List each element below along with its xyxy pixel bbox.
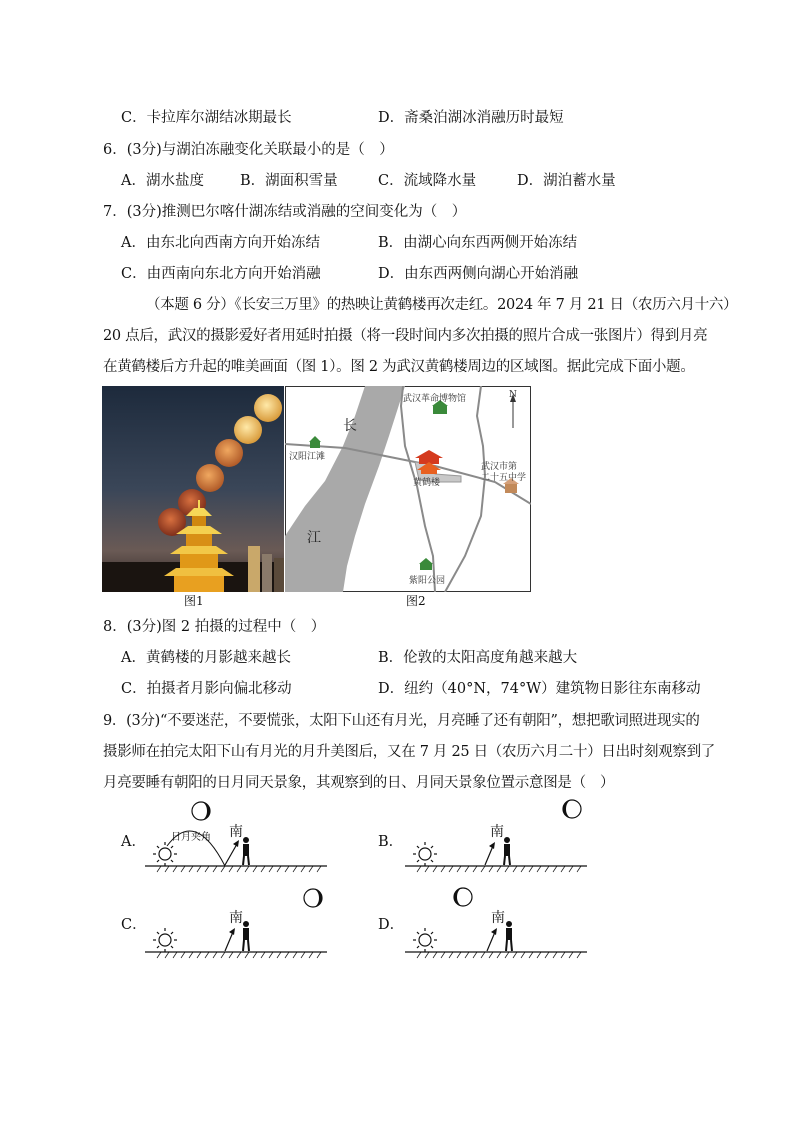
view-arrow-icon (225, 840, 239, 865)
q7-option-d: D．由东西两侧向湖心开始消融 (378, 266, 579, 282)
figure-2-caption: 图2 (406, 594, 426, 608)
sun-icon (413, 928, 437, 952)
figure-1-caption: 图1 (184, 594, 204, 608)
view-arrow-icon (487, 928, 497, 951)
q8-option-d: D．纽约（40°N，74°W）建筑物日影往东南移动 (378, 681, 701, 697)
observer-icon (243, 921, 249, 951)
observer-icon (506, 921, 512, 951)
map-label-school-line1: 武汉市第 (481, 462, 518, 472)
ground-hatch (417, 952, 581, 958)
moon-icon (563, 800, 581, 818)
sun-icon (153, 928, 177, 952)
sun-icon (413, 842, 437, 866)
ground-hatch (157, 866, 321, 872)
q8-option-b: B．伦敦的太阳高度角越来越大 (378, 650, 578, 666)
map-label-school-line2: 二十五中学 (481, 473, 527, 483)
q6-option-d: D．湖泊蓄水量 (517, 173, 616, 189)
q7-option-c: C．由西南向东北方向开始消融 (121, 266, 321, 282)
moon (234, 416, 262, 444)
map-label-chang: 长 (343, 418, 357, 434)
q8-option-a: A．黄鹤楼的月影越来越长 (121, 650, 291, 666)
figure-2-map (285, 386, 531, 592)
q5-option-c: C．卡拉库尔湖结冰期最长 (121, 110, 292, 126)
observer-icon (243, 837, 249, 865)
south-label-b: 南 (490, 824, 504, 840)
moon (215, 439, 243, 467)
moon-icon (454, 888, 472, 906)
q9-option-d: D． (378, 917, 405, 933)
q7-option-a: A．由东北向西南方向开始冻结 (121, 235, 320, 251)
q8-stem: 8．(3分)图 2 拍摄的过程中（ ） (103, 619, 326, 635)
observer-icon (504, 837, 510, 865)
moon-icon (304, 889, 322, 907)
map-label-north: N (509, 390, 517, 400)
q6-option-a: A．湖水盐度 (121, 173, 204, 189)
q7-stem: 7．(3分)推测巴尔喀什湖冻结或消融的空间变化为（ ） (103, 204, 467, 220)
moon (254, 394, 282, 422)
map-label-tower: 黄鹤楼 (413, 478, 441, 488)
south-label-a: 南 (229, 824, 243, 840)
passage-line-3: 在黄鹤楼后方升起的唯美画面（图 1）。图 2 为武汉黄鹤楼周边的区域图。据此完成下面小题。 (103, 359, 695, 375)
q9-option-a: A． (121, 834, 146, 850)
ground-hatch (417, 866, 581, 872)
q9-stem-line-2: 摄影师在拍完太阳下山有月光的月升美图后，又在 7 月 25 日（农历六月二十）日出时刻观察到了 (103, 744, 716, 760)
q9-stem-line-1: 9．(3分)“不要迷茫，不要慌张，太阳下山还有月光，月亮睡了还有朝阳”，想把歌词照进现实的 (103, 713, 700, 729)
south-label-c: 南 (229, 910, 243, 926)
passage-line-2: 20 点后，武汉的摄影爱好者用延时拍摄（将一段时间内多次拍摄的照片合成一张图片）得到月亮 (103, 328, 708, 344)
map-label-museum: 武汉革命博物馆 (403, 394, 467, 404)
angle-label: 日月夹角 (171, 832, 211, 843)
q9-stem-line-3: 月亮要睡有朝阳的日月同天景象，其观察到的日、月同天景象位置示意图是（ ） (103, 775, 615, 791)
map-label-park: 紫阳公园 (409, 576, 446, 586)
map-label-jiang: 江 (307, 530, 321, 546)
q9-option-c: C． (121, 917, 147, 933)
south-label-d: 南 (491, 910, 505, 926)
q8-option-c: C．拍摄者月影向偏北移动 (121, 681, 292, 697)
figure-1-photo (102, 386, 284, 592)
sun-icon (153, 842, 177, 866)
passage-line-1: （本题 6 分）《长安三万里》的热映让黄鹤楼再次走红。2024 年 7 月 21 日（农历六月十六） (146, 297, 738, 313)
q9-option-b: B． (378, 834, 404, 850)
q5-option-d: D．斋桑泊湖冰消融历时最短 (378, 110, 564, 126)
q6-stem: 6．(3分)与湖泊冻融变化关联最小的是（ ） (103, 142, 394, 158)
q6-option-b: B．湖面积雪量 (240, 173, 338, 189)
moon (196, 464, 224, 492)
ground-hatch (157, 952, 321, 958)
view-arrow-icon (485, 842, 495, 865)
map-label-hanyang: 汉阳江滩 (289, 452, 326, 462)
moon-icon (192, 802, 210, 820)
q7-option-b: B．由湖心向东西两侧开始冻结 (378, 235, 578, 251)
q6-option-c: C．流域降水量 (378, 173, 477, 189)
view-arrow-icon (225, 928, 235, 951)
